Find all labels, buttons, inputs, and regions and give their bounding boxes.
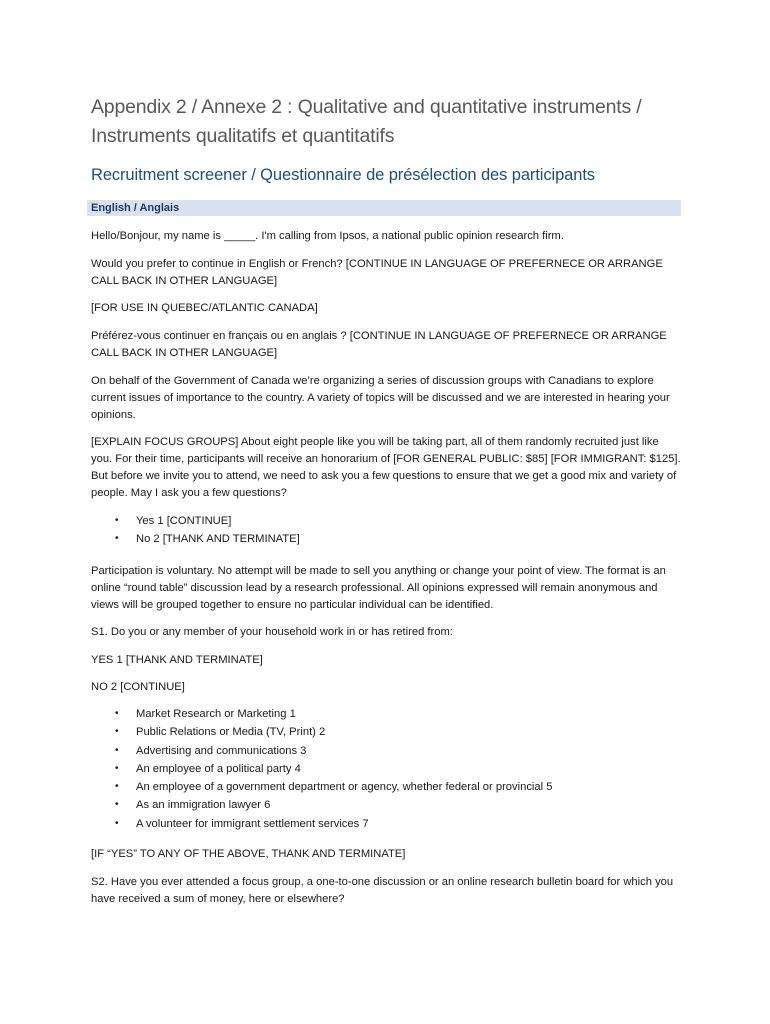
terminate-instruction: [IF “YES” TO ANY OF THE ABOVE, THANK AND TERMINATE] — [91, 848, 406, 860]
list-item: • An employee of a government department or agency, whether federal or provincial 5 — [91, 778, 681, 796]
answer-no: NO 2 [CONTINUE] — [91, 681, 185, 693]
study-intro: On behalf of the Government of Canada we’re organizing a series of discussion groups with Canadians to explore current issues of importance to the country. A variety of topics will be discussed and we are interested in hearing your opinions. — [91, 375, 670, 421]
bullet-icon: • — [115, 533, 119, 545]
list-item: • Public Relations or Media (TV, Print) 2 — [91, 723, 681, 741]
bullet-icon: • — [115, 726, 119, 738]
bullet-icon: • — [115, 762, 119, 774]
answer-yes: YES 1 [THANK AND TERMINATE] — [91, 654, 263, 666]
list-item: • Market Research or Marketing 1 — [91, 705, 681, 723]
focus-group-explanation: [EXPLAIN FOCUS GROUPS] About eight people like you will be taking part, all of them randomly recruited just like you. For their time, participants will receive an honorarium of [FOR GENERAL PUBLIC: $85] [FOR IMMIGRANT: $125]. But before we invite you to attend, we need to ask you a few questions to ensure that we get a good mix and variety of people. May I ask you a few questions? — [91, 436, 681, 499]
intro-greeting: Hello/Bonjour, my name is _____. I'm calling from Ipsos, a national public opinion research firm. — [91, 230, 564, 242]
region-note: [FOR USE IN QUEBEC/ATLANTIC CANADA] — [91, 302, 318, 314]
title-line-1: Appendix 2 / Annexe 2 : Qualitative and quantitative instruments / — [91, 96, 642, 118]
language-question: Would you prefer to continue in English or French? [CONTINUE IN LANGUAGE OF PREFERNECE OR ARRANGE CALL BACK IN OTHER LANGUAGE] — [91, 258, 663, 287]
voluntary-notice: Participation is voluntary. No attempt will be made to sell you anything or change your point of view. The format is an online “round table” discussion lead by a research professional. All opinions expressed will remain anonymous and views will be grouped together to ensure no particular individual can be identified. — [91, 565, 666, 611]
list-item: • A volunteer for immigrant settlement services 7 — [91, 815, 681, 833]
bullet-icon: • — [115, 781, 119, 793]
consent-options-list — [91, 512, 681, 549]
bullet-icon: • — [115, 799, 119, 811]
list-item: • No 2 [THANK AND TERMINATE] — [91, 530, 681, 548]
question-s2: S2. Have you ever attended a focus group, a one-to-one discussion or an online research bulletin board for which you have received a sum of money, here or elsewhere? — [91, 876, 674, 905]
question-s1: S1. Do you or any member of your household work in or has retired from: — [91, 626, 453, 638]
list-item: • As an immigration lawyer 6 — [91, 796, 681, 814]
list-item: • An employee of a political party 4 — [91, 760, 681, 778]
page-title — [91, 93, 681, 151]
title-line-2: Instruments qualitatifs et quantitatifs — [91, 125, 395, 147]
language-header-label: English / Anglais — [91, 202, 180, 214]
bullet-icon: • — [115, 515, 119, 526]
bullet-icon: • — [115, 817, 119, 829]
list-item: • Yes 1 [CONTINUE] — [91, 512, 681, 530]
bullet-icon: • — [115, 744, 119, 756]
section-subtitle: Recruitment screener / Questionnaire de présélection des participants — [91, 166, 595, 184]
language-question-french: Préférez-vous continuer en français ou en anglais ? [CONTINUE IN LANGUAGE OF PREFERNECE OR ARRANGE CALL BACK IN OTHER LANGUAGE] — [91, 330, 667, 359]
list-item: • Advertising and communications 3 — [91, 742, 681, 760]
language-header-bar — [87, 200, 681, 216]
occupation-options-list — [91, 705, 681, 833]
bullet-icon: • — [115, 708, 119, 719]
